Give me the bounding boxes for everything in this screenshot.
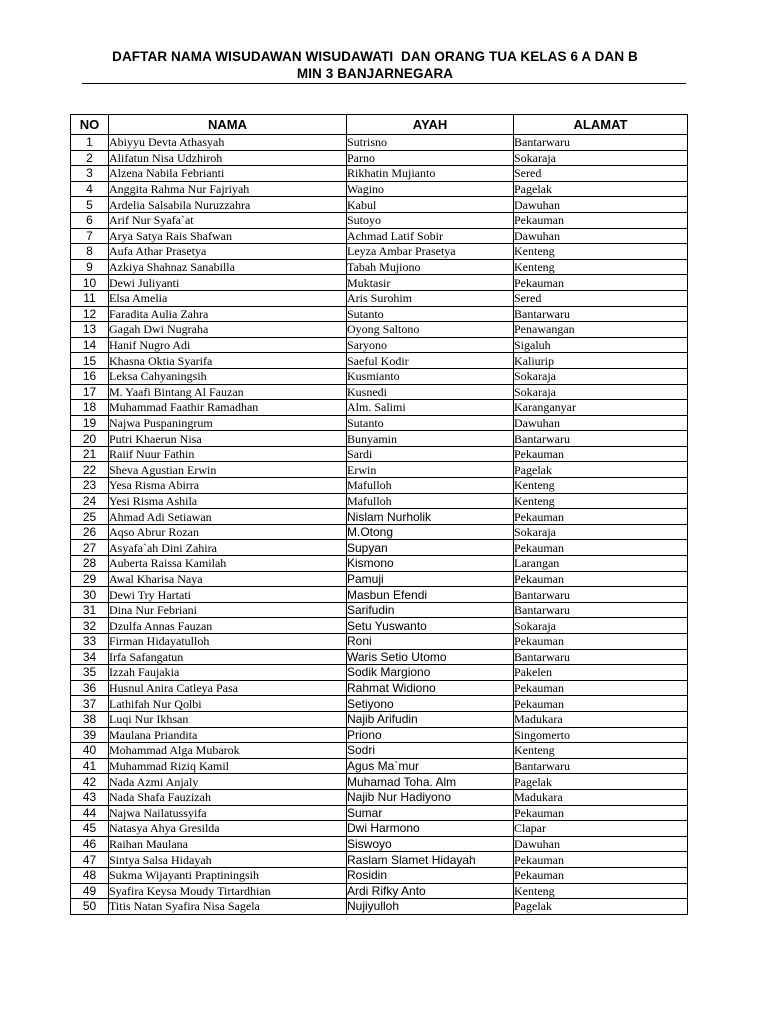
alamat-cell: Pakelen <box>514 665 688 681</box>
alamat-cell: Dawuhan <box>514 415 688 431</box>
ayah-cell: Ardi Rifky Anto <box>347 883 514 899</box>
alamat-cell: Pekauman <box>514 634 688 650</box>
no-cell: 11 <box>71 290 109 306</box>
nama-cell: Abiyyu Devta Athasyah <box>109 135 347 151</box>
alamat-cell: Dawuhan <box>514 228 688 244</box>
table-row <box>71 727 688 743</box>
nama-cell: Firman Hidayatulloh <box>109 634 347 650</box>
alamat-cell: Pekauman <box>514 212 688 228</box>
table-row <box>71 446 688 462</box>
table-row <box>71 368 688 384</box>
ayah-cell: Bunyamin <box>347 431 514 447</box>
no-cell: 32 <box>71 618 109 634</box>
nama-cell: Syafira Keysa Moudy Tirtardhian <box>109 883 347 899</box>
alamat-cell: Karanganyar <box>514 400 688 416</box>
no-cell: 34 <box>71 649 109 665</box>
nama-cell: Titis Natan Syafira Nisa Sagela <box>109 899 347 915</box>
table-row <box>71 665 688 681</box>
table-body <box>71 135 688 915</box>
no-cell: 23 <box>71 478 109 494</box>
ayah-cell: Rikhatin Mujianto <box>347 166 514 182</box>
table-row <box>71 290 688 306</box>
ayah-cell: Oyong Saltono <box>347 322 514 338</box>
no-cell: 24 <box>71 493 109 509</box>
alamat-cell: Bantarwaru <box>514 602 688 618</box>
no-cell: 39 <box>71 727 109 743</box>
no-cell: 14 <box>71 337 109 353</box>
graduates-table <box>70 114 688 915</box>
ayah-cell: Rahmat Widiono <box>347 680 514 696</box>
nama-cell: Alzena Nabila Febrianti <box>109 166 347 182</box>
alamat-cell: Clapar <box>514 821 688 837</box>
alamat-cell: Kaliurip <box>514 353 688 369</box>
nama-cell: Dewi Try Hartati <box>109 587 347 603</box>
no-cell: 1 <box>71 135 109 151</box>
nama-cell: Ardelia Salsabila Nuruzzahra <box>109 197 347 213</box>
nama-cell: Izzah Faujakia <box>109 665 347 681</box>
title-line-1: DAFTAR NAMA WISUDAWAN WISUDAWATI DAN ORANG TUA KELAS 6 A DAN B <box>112 49 638 64</box>
table-row <box>71 322 688 338</box>
no-cell: 22 <box>71 462 109 478</box>
ayah-cell: Dwi Harmono <box>347 821 514 837</box>
ayah-cell: Najib Nur Hadiyono <box>347 789 514 805</box>
ayah-cell: Alm. Salimi <box>347 400 514 416</box>
ayah-cell: Sarifudin <box>347 602 514 618</box>
no-cell: 33 <box>71 634 109 650</box>
no-cell: 27 <box>71 540 109 556</box>
no-cell: 29 <box>71 571 109 587</box>
ayah-cell: Raslam Slamet Hidayah <box>347 852 514 868</box>
nama-cell: Leksa Cahyaningsih <box>109 368 347 384</box>
no-cell: 42 <box>71 774 109 790</box>
no-cell: 26 <box>71 524 109 540</box>
no-cell: 5 <box>71 197 109 213</box>
table-row <box>71 634 688 650</box>
alamat-cell: Pekauman <box>514 446 688 462</box>
alamat-cell: Singomerto <box>514 727 688 743</box>
ayah-cell: Parno <box>347 150 514 166</box>
no-cell: 28 <box>71 556 109 572</box>
table-row <box>71 852 688 868</box>
nama-cell: Muhammad Riziq Kamil <box>109 758 347 774</box>
header-no: NO <box>71 115 109 135</box>
alamat-cell: Pekauman <box>514 805 688 821</box>
nama-cell: Ahmad Adi Setiawan <box>109 509 347 525</box>
ayah-cell: Kusmianto <box>347 368 514 384</box>
table-row <box>71 540 688 556</box>
nama-cell: Aufa Athar Prasetya <box>109 244 347 260</box>
alamat-cell: Sokaraja <box>514 524 688 540</box>
ayah-cell: Setiyono <box>347 696 514 712</box>
table-row <box>71 618 688 634</box>
nama-cell: Awal Kharisa Naya <box>109 571 347 587</box>
no-cell: 44 <box>71 805 109 821</box>
ayah-cell: Mafulloh <box>347 478 514 494</box>
no-cell: 38 <box>71 711 109 727</box>
nama-cell: Lathifah Nur Qolbi <box>109 696 347 712</box>
ayah-cell: Kismono <box>347 556 514 572</box>
nama-cell: Putri Khaerun Nisa <box>109 431 347 447</box>
ayah-cell: Roni <box>347 634 514 650</box>
ayah-cell: Sardi <box>347 446 514 462</box>
alamat-cell: Bantarwaru <box>514 649 688 665</box>
alamat-cell: Sokaraja <box>514 618 688 634</box>
ayah-cell: Aris Surohim <box>347 290 514 306</box>
nama-cell: Aqso Abrur Rozan <box>109 524 347 540</box>
ayah-cell: Muktasir <box>347 275 514 291</box>
table-header-row <box>71 115 688 135</box>
no-cell: 16 <box>71 368 109 384</box>
header-ayah: AYAH <box>347 115 514 135</box>
alamat-cell: Dawuhan <box>514 836 688 852</box>
ayah-cell: Tabah Mujiono <box>347 259 514 275</box>
no-cell: 37 <box>71 696 109 712</box>
nama-cell: Auberta Raissa Kamilah <box>109 556 347 572</box>
table-row <box>71 135 688 151</box>
nama-cell: Muhammad Faathir Ramadhan <box>109 400 347 416</box>
ayah-cell: M.Otong <box>347 524 514 540</box>
document-title <box>60 48 690 82</box>
ayah-cell: Masbun Efendi <box>347 587 514 603</box>
ayah-cell: Rosidin <box>347 867 514 883</box>
nama-cell: Faradita Aulia Zahra <box>109 306 347 322</box>
nama-cell: Najwa Nailatussyifa <box>109 805 347 821</box>
alamat-cell: Kenteng <box>514 493 688 509</box>
alamat-cell: Sokaraja <box>514 384 688 400</box>
ayah-cell: Kusnedi <box>347 384 514 400</box>
alamat-cell: Bantarwaru <box>514 758 688 774</box>
no-cell: 45 <box>71 821 109 837</box>
nama-cell: Dzulfa Annas Fauzan <box>109 618 347 634</box>
ayah-cell: Agus Ma`mur <box>347 758 514 774</box>
table-row <box>71 649 688 665</box>
nama-cell: Dina Nur Febriani <box>109 602 347 618</box>
table-row <box>71 899 688 915</box>
ayah-cell: Priono <box>347 727 514 743</box>
table-row <box>71 384 688 400</box>
alamat-cell: Pagelak <box>514 899 688 915</box>
alamat-cell: Madukara <box>514 789 688 805</box>
ayah-cell: Setu Yuswanto <box>347 618 514 634</box>
table-row <box>71 602 688 618</box>
ayah-cell: Sodri <box>347 743 514 759</box>
ayah-cell: Siswoyo <box>347 836 514 852</box>
ayah-cell: Nujiyulloh <box>347 899 514 915</box>
no-cell: 17 <box>71 384 109 400</box>
no-cell: 3 <box>71 166 109 182</box>
alamat-cell: Bantarwaru <box>514 135 688 151</box>
alamat-cell: Pekauman <box>514 867 688 883</box>
nama-cell: Maulana Priandita <box>109 727 347 743</box>
nama-cell: Nada Shafa Fauzizah <box>109 789 347 805</box>
alamat-cell: Pagelak <box>514 462 688 478</box>
alamat-cell: Kenteng <box>514 478 688 494</box>
nama-cell: Natasya Ahya Gresilda <box>109 821 347 837</box>
alamat-cell: Pekauman <box>514 696 688 712</box>
ayah-cell: Muhamad Toha. Alm <box>347 774 514 790</box>
nama-cell: Najwa Puspaningrum <box>109 415 347 431</box>
table-row <box>71 805 688 821</box>
no-cell: 15 <box>71 353 109 369</box>
nama-cell: Sintya Salsa Hidayah <box>109 852 347 868</box>
alamat-cell: Pekauman <box>514 571 688 587</box>
no-cell: 43 <box>71 789 109 805</box>
ayah-cell: Sodik Margiono <box>347 665 514 681</box>
nama-cell: Hanif Nugro Adi <box>109 337 347 353</box>
no-cell: 6 <box>71 212 109 228</box>
no-cell: 46 <box>71 836 109 852</box>
nama-cell: Arif Nur Syafa`at <box>109 212 347 228</box>
ayah-cell: Sutoyo <box>347 212 514 228</box>
ayah-cell: Waris Setio Utomo <box>347 649 514 665</box>
no-cell: 13 <box>71 322 109 338</box>
no-cell: 35 <box>71 665 109 681</box>
nama-cell: Gagah Dwi Nugraha <box>109 322 347 338</box>
table-row <box>71 774 688 790</box>
alamat-cell: Larangan <box>514 556 688 572</box>
table-row <box>71 244 688 260</box>
ayah-cell: Sutrisno <box>347 135 514 151</box>
no-cell: 18 <box>71 400 109 416</box>
ayah-cell: Wagino <box>347 181 514 197</box>
title-divider <box>82 83 686 84</box>
ayah-cell: Kabul <box>347 197 514 213</box>
table-row <box>71 259 688 275</box>
alamat-cell: Sigaluh <box>514 337 688 353</box>
table-row <box>71 509 688 525</box>
table-row <box>71 478 688 494</box>
ayah-cell: Mafulloh <box>347 493 514 509</box>
ayah-cell: Supyan <box>347 540 514 556</box>
no-cell: 20 <box>71 431 109 447</box>
alamat-cell: Pekauman <box>514 540 688 556</box>
table-row <box>71 743 688 759</box>
table-row <box>71 587 688 603</box>
title-line-2: MIN 3 BANJARNEGARA <box>296 66 454 81</box>
no-cell: 31 <box>71 602 109 618</box>
no-cell: 36 <box>71 680 109 696</box>
nama-cell: Raihan Maulana <box>109 836 347 852</box>
ayah-cell: Erwin <box>347 462 514 478</box>
nama-cell: Yesa Risma Abirra <box>109 478 347 494</box>
table-row <box>71 228 688 244</box>
table-row <box>71 696 688 712</box>
table-row <box>71 150 688 166</box>
alamat-cell: Sered <box>514 166 688 182</box>
alamat-cell: Pagelak <box>514 774 688 790</box>
nama-cell: Asyafa`ah Dini Zahira <box>109 540 347 556</box>
ayah-cell: Sumar <box>347 805 514 821</box>
table-row <box>71 212 688 228</box>
no-cell: 10 <box>71 275 109 291</box>
header-alamat: ALAMAT <box>514 115 688 135</box>
ayah-cell: Leyza Ambar Prasetya <box>347 244 514 260</box>
alamat-cell: Pagelak <box>514 181 688 197</box>
alamat-cell: Pekauman <box>514 275 688 291</box>
alamat-cell: Kenteng <box>514 244 688 260</box>
no-cell: 9 <box>71 259 109 275</box>
table-row <box>71 836 688 852</box>
table-row <box>71 789 688 805</box>
alamat-cell: Bantarwaru <box>514 587 688 603</box>
alamat-cell: Sered <box>514 290 688 306</box>
alamat-cell: Kenteng <box>514 259 688 275</box>
no-cell: 19 <box>71 415 109 431</box>
alamat-cell: Madukara <box>514 711 688 727</box>
table-row <box>71 883 688 899</box>
table-row <box>71 166 688 182</box>
nama-cell: Luqi Nur Ikhsan <box>109 711 347 727</box>
nama-cell: Sukma Wijayanti Praptiningsih <box>109 867 347 883</box>
table-row <box>71 493 688 509</box>
ayah-cell: Nislam Nurholik <box>347 509 514 525</box>
alamat-cell: Bantarwaru <box>514 431 688 447</box>
ayah-cell: Najib Arifudin <box>347 711 514 727</box>
nama-cell: M. Yaafi Bintang Al Fauzan <box>109 384 347 400</box>
no-cell: 48 <box>71 867 109 883</box>
table-row <box>71 431 688 447</box>
table-row <box>71 415 688 431</box>
alamat-cell: Kenteng <box>514 883 688 899</box>
ayah-cell: Achmad Latif Sobir <box>347 228 514 244</box>
table-row <box>71 867 688 883</box>
alamat-cell: Pekauman <box>514 509 688 525</box>
nama-cell: Alifatun Nisa Udzhiroh <box>109 150 347 166</box>
no-cell: 30 <box>71 587 109 603</box>
ayah-cell: Saeful Kodir <box>347 353 514 369</box>
table-row <box>71 680 688 696</box>
no-cell: 40 <box>71 743 109 759</box>
no-cell: 50 <box>71 899 109 915</box>
no-cell: 25 <box>71 509 109 525</box>
alamat-cell: Pekauman <box>514 852 688 868</box>
table-row <box>71 337 688 353</box>
no-cell: 47 <box>71 852 109 868</box>
no-cell: 2 <box>71 150 109 166</box>
no-cell: 21 <box>71 446 109 462</box>
ayah-cell: Saryono <box>347 337 514 353</box>
nama-cell: Arya Satya Rais Shafwan <box>109 228 347 244</box>
alamat-cell: Dawuhan <box>514 197 688 213</box>
ayah-cell: Sutanto <box>347 306 514 322</box>
nama-cell: Anggita Rahma Nur Fajriyah <box>109 181 347 197</box>
table-row <box>71 821 688 837</box>
nama-cell: Nada Azmi Anjaly <box>109 774 347 790</box>
table-row <box>71 181 688 197</box>
ayah-cell: Pamuji <box>347 571 514 587</box>
table-row <box>71 571 688 587</box>
alamat-cell: Sokaraja <box>514 368 688 384</box>
table-row <box>71 400 688 416</box>
nama-cell: Dewi Juliyanti <box>109 275 347 291</box>
table-row <box>71 556 688 572</box>
nama-cell: Husnul Anira Catleya Pasa <box>109 680 347 696</box>
header-nama: NAMA <box>109 115 347 135</box>
nama-cell: Mohammad Alga Mubarok <box>109 743 347 759</box>
nama-cell: Khasna Oktia Syarifa <box>109 353 347 369</box>
no-cell: 12 <box>71 306 109 322</box>
table-row <box>71 306 688 322</box>
alamat-cell: Pekauman <box>514 680 688 696</box>
nama-cell: Yesi Risma Ashila <box>109 493 347 509</box>
table-row <box>71 711 688 727</box>
nama-cell: Raiif Nuur Fathin <box>109 446 347 462</box>
table-row <box>71 353 688 369</box>
no-cell: 7 <box>71 228 109 244</box>
table-row <box>71 758 688 774</box>
table-row <box>71 524 688 540</box>
table-row <box>71 462 688 478</box>
no-cell: 4 <box>71 181 109 197</box>
alamat-cell: Kenteng <box>514 743 688 759</box>
no-cell: 8 <box>71 244 109 260</box>
alamat-cell: Penawangan <box>514 322 688 338</box>
nama-cell: Elsa Amelia <box>109 290 347 306</box>
table-row <box>71 197 688 213</box>
table-row <box>71 275 688 291</box>
nama-cell: Sheva Agustian Erwin <box>109 462 347 478</box>
nama-cell: Azkiya Shahnaz Sanabilla <box>109 259 347 275</box>
alamat-cell: Bantarwaru <box>514 306 688 322</box>
no-cell: 41 <box>71 758 109 774</box>
alamat-cell: Sokaraja <box>514 150 688 166</box>
ayah-cell: Sutanto <box>347 415 514 431</box>
no-cell: 49 <box>71 883 109 899</box>
nama-cell: Irfa Safangatun <box>109 649 347 665</box>
